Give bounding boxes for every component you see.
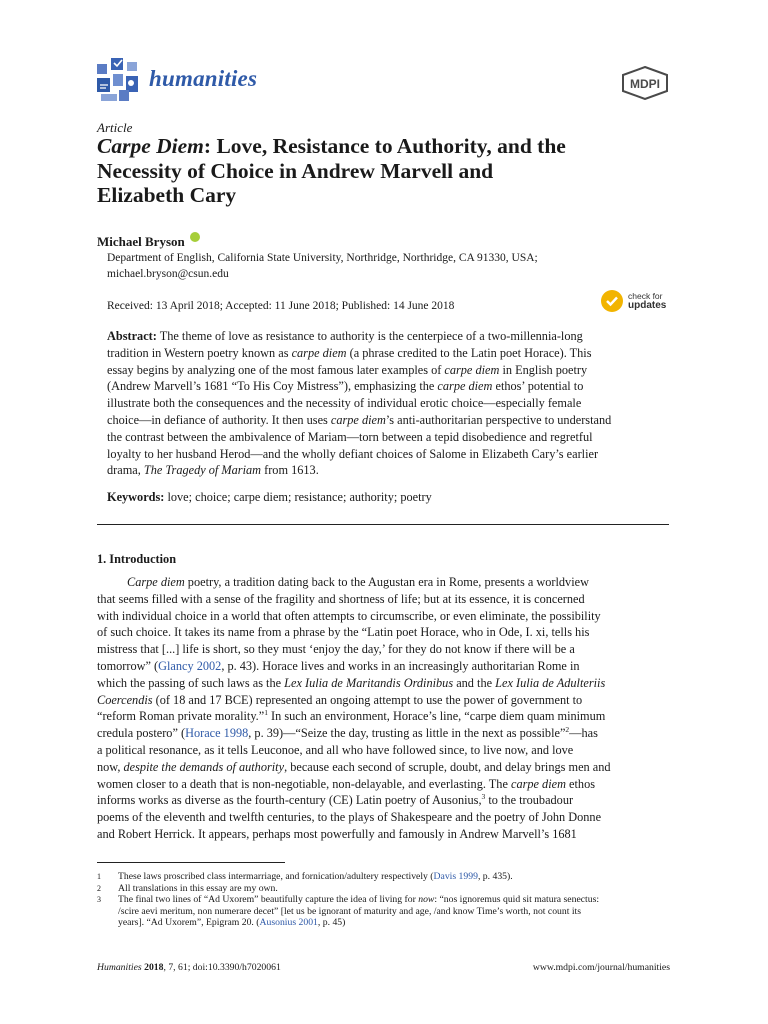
title-line: Elizabeth Cary: [97, 183, 237, 207]
body-line: [97, 759, 673, 776]
footer-doi[interactable]: , 7, 61; doi:10.3390/h7020061: [163, 962, 281, 973]
text-run: tomorrow” (: [97, 658, 159, 673]
footnote-divider: [97, 862, 285, 863]
footnote-number: 1: [97, 872, 101, 881]
text-run: , p. 39)—“Seize the day, trusting as little in the next as possible”: [248, 726, 566, 741]
author-email[interactable]: michael.bryson@csun.edu: [107, 268, 229, 280]
title-italic: Carpe Diem: [97, 134, 204, 158]
text-run: to the troubadour: [485, 793, 574, 808]
affiliation-line: Department of English, California State University, Northridge, Northridge, CA 91330, USA;: [107, 252, 538, 264]
text-run: from 1613.: [261, 463, 319, 478]
text-run: that seems filled with a sense of the fragility and shortness of life; but at its essence, it is concerned: [97, 591, 585, 606]
text-run: credula postero” (: [97, 726, 186, 741]
text-run: All translations in this essay are my own.: [118, 882, 278, 894]
italic-run: carpe diem: [444, 362, 500, 377]
italic-run: now: [418, 894, 435, 905]
footnote-line: [97, 883, 677, 895]
text-run: drama,: [107, 463, 144, 478]
text-run: In such an environment, Horace’s line, “carpe diem quam minimum: [267, 709, 606, 724]
text-run: a political resonance, as it tells Leuconoe, and all who have followed since, to live now, and love: [97, 742, 574, 757]
footnote-text: [118, 871, 513, 883]
body-line: [97, 792, 673, 809]
keywords-value: love; choice; carpe diem; resistance; authority; poetry: [164, 490, 432, 504]
italic-run: carpe diem: [330, 412, 386, 427]
text-run: informs works as diverse as the fourth-century (CE) Latin poetry of Ausonius,: [97, 793, 482, 808]
title-line: Necessity of Choice in Andrew Marvell and: [97, 158, 494, 183]
text-run: —has: [569, 726, 598, 741]
text-run: These laws proscribed class intermarriage, and fornication/adultery respectively (: [118, 871, 434, 882]
italic-run: Coercendis: [97, 692, 153, 707]
body-line: [97, 624, 673, 641]
text-run: The theme of love as resistance to authority is the centerpiece of a two-millennia-long: [156, 329, 583, 343]
text-run: (Andrew Marvell’s 1681 “To His Coy Mistress”), emphasizing the: [107, 379, 438, 394]
author-name[interactable]: Michael Bryson: [97, 234, 185, 249]
abstract-line: [107, 429, 669, 446]
italic-run: The Tragedy of Mariam: [143, 463, 262, 478]
citation-link[interactable]: Glancy 2002: [158, 658, 222, 673]
italic-run: carpe diem: [510, 776, 566, 791]
italic-run: Lex Iulia de Maritandis Ordinibus: [284, 675, 454, 690]
check-updates-label: [628, 291, 666, 311]
footnote-line: [97, 917, 677, 929]
italic-run: carpe diem: [437, 379, 493, 394]
text-run: and the: [453, 675, 496, 690]
italic-run: Lex Iulia de Adulteriis: [495, 675, 606, 690]
check-updates-line1: check for: [628, 291, 663, 301]
text-run: illustrate both the consequences and the necessity of individual erotic choice—especially female: [107, 396, 582, 411]
text-run: in English poetry: [499, 362, 588, 377]
keywords: [107, 490, 432, 505]
text-run: ethos’ potential to: [492, 379, 584, 394]
footnote-number: 2: [97, 883, 101, 893]
text-run: , p. 435).: [477, 871, 513, 882]
footer-year: 2018: [144, 962, 164, 973]
mdpi-logo-text: MDPI: [630, 77, 660, 91]
text-run: now,: [97, 759, 124, 774]
text-run: years]. “Ad Uxorem”, Epigram 20. (: [118, 917, 260, 928]
body-line: [97, 725, 673, 742]
footnote-marker[interactable]: 2: [565, 725, 570, 735]
mdpi-logo-icon: [620, 66, 670, 100]
article-title: [97, 134, 677, 208]
text-run: : “nos ignoremus quid sit matura senectus:: [434, 894, 600, 905]
article-type: Article: [97, 120, 133, 135]
abstract-line: [107, 446, 669, 463]
text-run: essay begins by analyzing one of the most famous later examples of: [107, 362, 445, 377]
footer-journal: Humanities: [97, 962, 142, 973]
affiliation: [107, 250, 538, 282]
text-run: the contrast between the ambivalence of Mariam—torn between a tepid disobedience and regretful: [107, 429, 593, 444]
abstract-line: [107, 362, 669, 379]
citation-link[interactable]: Davis 1999: [433, 871, 478, 882]
text-run: (of 18 and 17 BCE) represented an ongoing attempt to use the power of government to: [152, 692, 583, 707]
text-run: ’s anti-authoritarian perspective to understand: [385, 412, 612, 427]
body-line: [97, 641, 673, 658]
body-line: [97, 742, 673, 759]
body-line: [97, 776, 673, 793]
author-row: [97, 232, 200, 250]
text-run: The final two lines of “Ad Uxorem” beautifully capture the idea of living for: [118, 894, 419, 905]
text-run: of such choice. It takes its name from a phrase by the “Latin poet Horace, who in Ode, I. xi, tells his: [97, 625, 590, 640]
abstract-label: Abstract:: [107, 329, 157, 343]
footnotes: [97, 871, 677, 929]
text-run: , p. 45): [317, 917, 346, 928]
text-run: “reform Roman private morality.”: [97, 709, 265, 724]
check-updates-icon: [600, 289, 624, 313]
abstract-line: [107, 345, 669, 362]
text-run: (a phrase credited to the Latin poet Horace). This: [346, 345, 592, 360]
keywords-label: Keywords:: [107, 490, 165, 504]
body-line: [97, 591, 673, 608]
footnote-line: [97, 871, 677, 883]
abstract-line: [107, 378, 669, 395]
abstract-line: [107, 328, 669, 345]
abstract-line: [107, 395, 669, 412]
italic-run: despite the demands of authority: [123, 759, 285, 774]
humanities-journal-logo-icon: [97, 56, 139, 102]
text-run: poetry, a tradition dating back to the Augustan era in Rome, presents a worldview: [184, 575, 589, 589]
footnote-line: [97, 894, 677, 906]
body-line: [97, 574, 673, 591]
abstract-line: [107, 462, 669, 479]
orcid-icon[interactable]: [190, 232, 200, 242]
footnote-line: [97, 906, 677, 918]
journal-name: humanities: [149, 66, 258, 91]
footnote-marker[interactable]: 3: [481, 792, 486, 802]
body-line: [97, 608, 673, 625]
body-text: [97, 574, 673, 843]
text-run: poems of the eleventh and twelfth centuries, to the plays of Shakespeare and the poetry of John Donne: [97, 810, 602, 825]
body-line: [97, 658, 673, 675]
section-divider: [97, 524, 669, 525]
check-for-updates-button[interactable]: [600, 289, 672, 317]
text-run: and Robert Herrick. It appears, perhaps most powerfully and famously in Andrew Marvell’s 1681: [97, 826, 577, 841]
body-line: [97, 675, 673, 692]
body-line: [97, 826, 673, 843]
publication-dates: Received: 13 April 2018; Accepted: 11 June 2018; Published: 14 June 2018: [107, 300, 455, 312]
citation-link[interactable]: Horace 1998: [185, 726, 249, 741]
footnote-number: 3: [97, 895, 101, 904]
text-run: which the passing of such laws as the: [97, 675, 285, 690]
text-run: , p. 43). Horace lives and works in an increasingly authoritarian Rome in: [221, 658, 580, 673]
abstract-line: [107, 412, 669, 429]
footnote-marker[interactable]: 1: [264, 708, 268, 718]
section-heading: 1. Introduction: [97, 552, 177, 566]
check-updates-line2: updates: [628, 300, 667, 311]
footer-url[interactable]: www.mdpi.com/journal/humanities: [532, 962, 670, 973]
citation-link[interactable]: Ausonius 2001: [259, 917, 318, 928]
text-run: with individual choice in a world that often attempts to circumscribe, or even eliminate, the possibility: [97, 608, 601, 623]
title-rest: : Love, Resistance to Authority, and the: [203, 134, 566, 158]
text-run: /scire aevi meritum, non numerare decet” [let us be ignorant of maturity and age, /and know Time’s worth, not count its: [118, 905, 582, 917]
footnote-text: [118, 883, 278, 895]
text-run: choice—in defiance of authority. It then uses: [107, 412, 331, 427]
footnote-text: [118, 894, 599, 906]
italic-run: Carpe diem: [127, 575, 185, 589]
title-line: [97, 134, 677, 159]
text-run: ethos: [565, 776, 595, 791]
italic-run: carpe diem: [291, 345, 347, 360]
body-line: [97, 809, 673, 826]
text-run: loyalty to her husband Herod—and the wholly defiant choices of Salome in Elizabeth Cary’s earlier: [107, 446, 599, 461]
text-run: tradition in Western poetry known as: [107, 345, 292, 360]
text-run: mistress that [...] life is short, so they must ‘enjoy the day,’ for they do not know if there will be a: [97, 642, 575, 657]
body-line: [97, 692, 673, 709]
abstract: [107, 328, 669, 479]
body-line: [97, 708, 673, 725]
footer-citation: [97, 962, 281, 973]
text-run: women closer to a death that is non-negotiable, non-delayable, and everlasting. The: [97, 776, 511, 791]
text-run: , because each second of scruple, doubt, and delay brings men and: [284, 759, 611, 774]
